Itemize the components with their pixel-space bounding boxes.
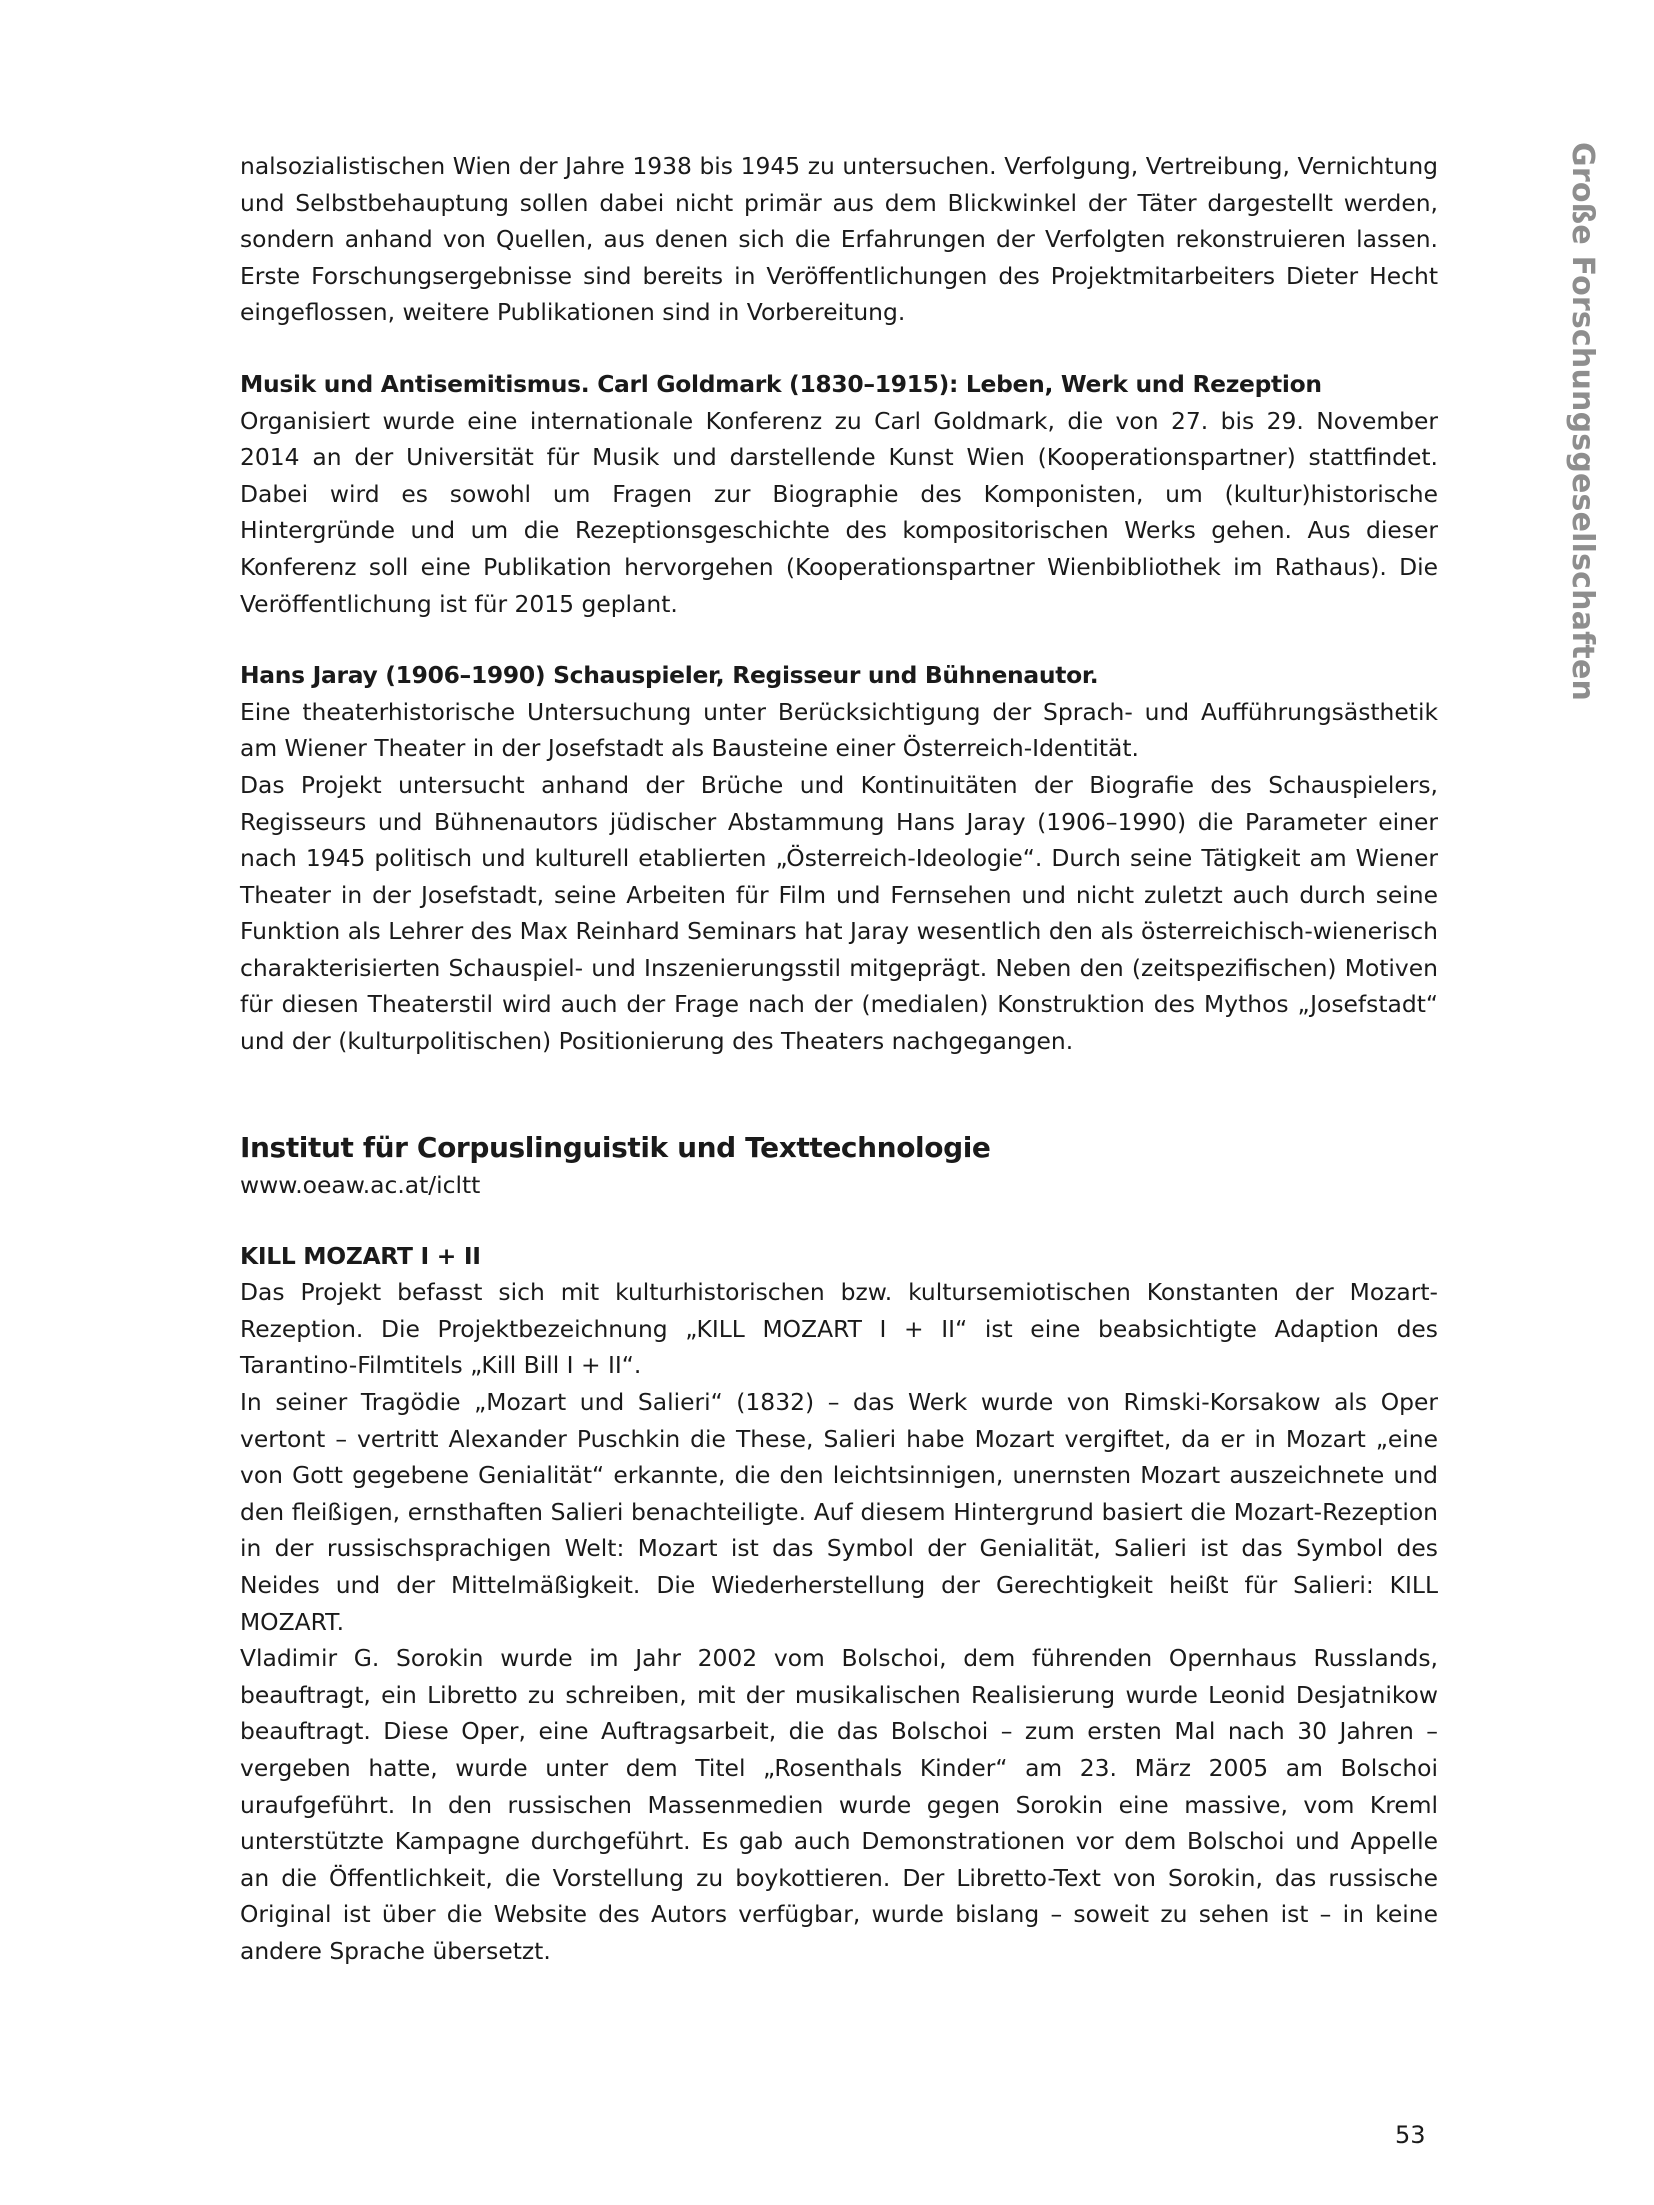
spacer xyxy=(240,622,1438,657)
spacer xyxy=(240,331,1438,366)
intro-paragraph: nalsozialistischen Wien der Jahre 1938 bis 1945 zu untersuchen. Verfolgung, Vertreibung, Vernichtung und Selbstbehauptung sollen dabei nicht primär aus dem Blickwinkel der Täter dargestellt werden, sondern anhand von Quellen, aus denen sich die Erfahrungen der Verfolgten rekonstruieren lassen. Erste Forschungsergebnisse sind bereits in Veröffentlichungen des Projektmitarbeiters Dieter Hecht eingeflossen, weitere Publikationen sind in Vorbereitung. xyxy=(240,152,1438,327)
jaray-paragraph-1: Eine theaterhistorische Untersuchung unter Berücksichtigung der Sprach- und Aufführungsästhetik am Wiener Theater in der Josefstadt als Bausteine einer Österreich-Identität. xyxy=(240,697,1438,763)
goldmark-heading: Musik und Antisemitismus. Carl Goldmark (1830–1915): Leben, Werk und Rezeption xyxy=(240,369,1322,398)
jaray-heading: Hans Jaray (1906–1990) Schauspieler, Regisseur und Bühnenautor. xyxy=(240,661,1099,690)
page-number: 53 xyxy=(1395,2121,1426,2149)
kill-mozart-heading: KILL MOZART I + II xyxy=(240,1241,481,1270)
main-text-column xyxy=(240,148,1438,1970)
goldmark-paragraph: Organisiert wurde eine internationale Konferenz zu Carl Goldmark, die von 27. bis 29. November 2014 an der Universität für Musik und darstellende Kunst Wien (Kooperationspartner) stattfindet. Dabei wird es sowohl um Fragen zur Biographie des Komponisten, um (kultur)historische Hintergründe und um die Rezeptionsgeschichte des kompositorischen Werks gehen. Aus dieser Konferenz soll eine Publikation hervorgehen (Kooperationspartner Wienbibliothek im Rathaus). Die Veröffentlichung ist für 2015 geplant. xyxy=(240,406,1438,618)
kill-mozart-paragraph-3: Vladimir G. Sorokin wurde im Jahr 2002 vom Bolschoi, dem führenden Opernhaus Russlands, beauftragt, ein Libretto zu schreiben, mit der musikalischen Realisierung wurde Leonid Desjatnikow beauftragt. Diese Oper, eine Auftragsarbeit, die das Bolschoi – zum ersten Mal nach 30 Jahren – vergeben hatte, wurde unter dem Titel „Rosenthals Kinder“ am 23. März 2005 am Bolschoi uraufgeführt. In den russischen Massenmedien wurde gegen Sorokin eine massive, vom Kreml unterstützte Kampagne durchgeführt. Es gab auch Demonstrationen vor dem Bolschoi und Appelle an die Öffentlichkeit, die Vorstellung zu boykottieren. Der Libretto-Text von Sorokin, das russische Original ist über die Website des Autors verfügbar, wurde bislang – soweit zu sehen ist – in keine andere Sprache übersetzt. xyxy=(240,1644,1438,1965)
kill-mozart-paragraph-1: Das Projekt befasst sich mit kulturhistorischen bzw. kultursemiotischen Konstanten der Mozart-Rezeption. Die Projektbezeichnung „KILL MOZART I + II“ ist eine beabsichtigte Adaption des Tarantino-Filmtitels „Kill Bill I + II“. xyxy=(240,1278,1438,1380)
institute-url[interactable]: www.oeaw.ac.at/icltt xyxy=(240,1170,481,1199)
section-side-title: Große Forschungsgesellschaften xyxy=(1565,142,1600,702)
spacer xyxy=(240,1060,1438,1128)
spacer xyxy=(240,1202,1438,1238)
kill-mozart-paragraph-2: In seiner Tragödie „Mozart und Salieri“ (1832) – das Werk wurde von Rimski-Korsakow als Oper vertont – vertritt Alexander Puschkin die These, Salieri habe Mozart vergiftet, da er in Mozart „eine von Gott gegebene Genialität“ erkannte, die den leichtsinnigen, unernsten Mozart auszeichnete und den fleißigen, ernsthaften Salieri benachteiligte. Auf diesem Hintergrund basiert die Mozart-Rezeption in der russischsprachigen Welt: Mozart ist das Symbol der Genialität, Salieri ist das Symbol des Neides und der Mittelmäßigkeit. Die Wiederherstellung der Gerechtigkeit heißt für Salieri: KILL MOZART. xyxy=(240,1388,1438,1636)
jaray-paragraph-2: Das Projekt untersucht anhand der Brüche und Kontinuitäten der Biografie des Schauspielers, Regisseurs und Bühnenautors jüdischer Abstammung Hans Jaray (1906–1990) die Parameter einer nach 1945 politisch und kulturell etablierten „Österreich-Ideologie“. Durch seine Tätigkeit am Wiener Theater in der Josefstadt, seine Arbeiten für Film und Fernsehen und nicht zuletzt auch durch seine Funktion als Lehrer des Max Reinhard Seminars hat Jaray wesentlich den als österreichisch-wienerisch charakterisierten Schauspiel- und Inszenierungsstil mitgeprägt. Neben den (zeitspezifischen) Motiven für diesen Theaterstil wird auch der Frage nach der (medialen) Konstruktion des Mythos „Josefstadt“ und der (kulturpolitischen) Positionierung des Theaters nachgegangen. xyxy=(240,770,1438,1056)
institute-heading: Institut für Corpuslinguistik und Texttechnologie xyxy=(240,1130,991,1164)
